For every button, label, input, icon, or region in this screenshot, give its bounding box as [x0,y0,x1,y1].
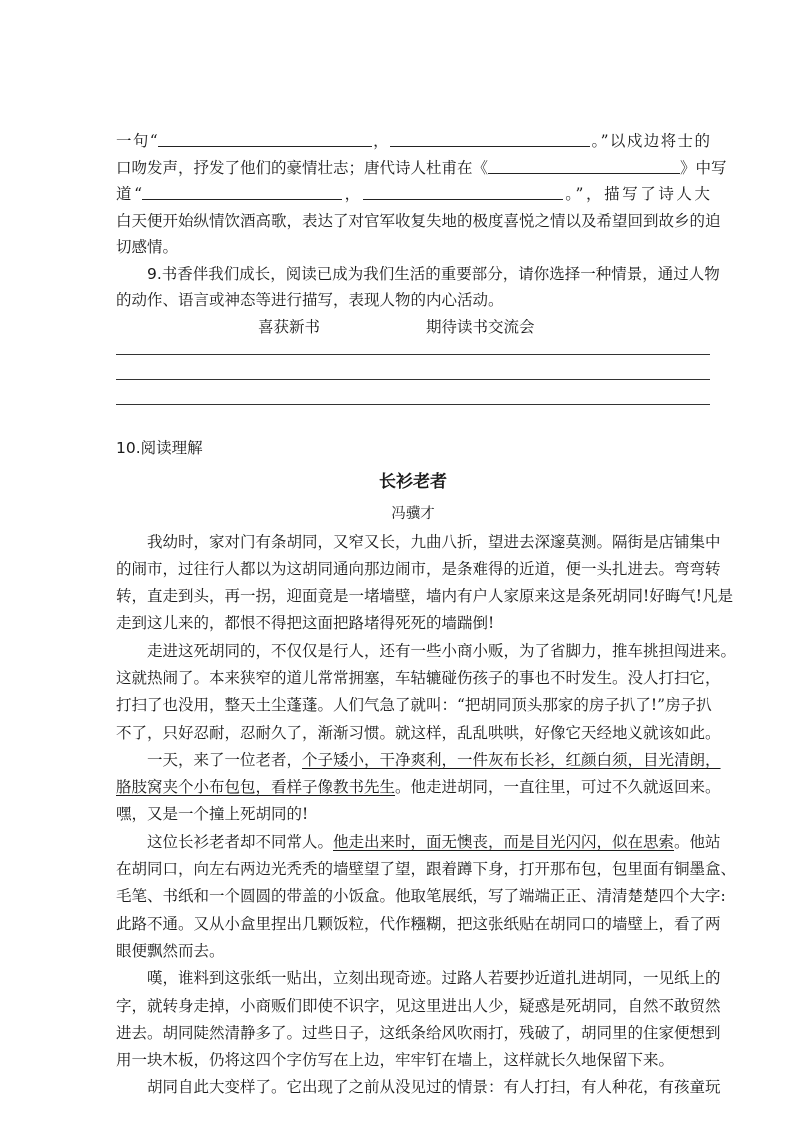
text: 道“ [116,185,142,203]
paragraph-2 [116,638,737,747]
paragraph-3 [116,747,721,829]
text: ， [342,185,363,203]
question-8 [116,128,727,261]
q9-prompt-line-1: 9.书香伴我们成长，阅读已成为我们生活的重要部分，请你选择一种情景，通过人物 [147,264,720,283]
text-line: 转，直走到头，再一拐，迎面竟是一堵墙壁，墙内有户人家原来这是条死胡同!好晦气!凡是 [116,587,733,606]
answer-blank[interactable] [363,184,563,200]
q8-line-4: 白天便开始纵情饮酒高歌，表达了对官军收复失地的极度喜悦之情以及希望回到故乡的迫 [116,211,721,230]
text: 口吻发声，抒发了他们的豪情壮志；唐代诗人杜甫在《 [116,158,489,177]
paragraph-6 [116,1074,721,1101]
answer-blank[interactable] [390,131,590,147]
text-line: 字，就转身走掉，小商贩们即使不识字，见这里进出人少，疑惑是死胡同，自然不敢贸然 [116,996,721,1015]
paragraph-5 [116,965,721,1074]
text: 一天，来了一位老者， [147,750,303,769]
article-title: 长衫老者 [379,471,447,492]
writing-line[interactable] [116,354,710,355]
text-line: 在胡同口，向左右两边光秃秃的墙壁望了望，跟着蹲下身，打开那布包，包里面有铜墨盒、 [116,860,737,879]
answer-blank[interactable] [488,158,680,174]
q8-line-1 [116,128,710,155]
underlined-text: 胳肢窝夹个小布包包，看样子像教书先生 [116,778,396,797]
text-line: 的闹市，过往行人都以为这胡同通向那边闹市，是条难得的近道，便一头扎进去。弯弯转 [116,559,721,578]
text-line: 此路不通。又从小盒里捏出几颗饭粒，代作糨糊，把这张纸贴在胡同口的墙壁上，看了两 [116,914,721,933]
paragraph-4 [116,829,737,965]
text: 。”以戍边将士的 [590,132,710,150]
question-9 [116,261,720,406]
text: 一句“ [116,132,158,150]
text-line: 嘿，又是一个撞上死胡同的! [116,805,309,824]
underlined-text: 个子矮小，干净爽利，一件灰布长衫，红颜白须，目光清朗， [302,750,721,769]
q9-option-2: 期待读书交流会 [426,317,535,336]
text-line: 用一块木板，仍将这四个字仿写在上边，牢牢钉在墙上，这样就长久地保留下来。 [116,1051,675,1070]
q8-line-3 [116,181,710,208]
text-line [116,747,721,774]
writing-line[interactable] [116,379,710,380]
q10-heading: 10.阅读理解 [116,439,203,457]
text: ， [371,132,391,150]
text-line: 胡同自此大变样了。它出现了之前从没见过的情景：有人打扫，有人种花，有孩童玩 [147,1078,721,1097]
text-line: 进去。胡同陡然清静多了。过些日子，这纸条给风吹雨打，残破了，胡同里的住家便想到 [116,1023,721,1042]
q8-line-5: 切感情。 [116,238,179,256]
text-line: 这就热闹了。本来狭窄的道儿常常拥塞，车轱辘碰伤孩子的事也不时发生。没人打扫它， [116,668,721,687]
question-10 [116,435,737,1102]
text-line: 我幼时，家对门有条胡同，又窄又长，九曲八折，望进去深邃莫测。隔街是店铺集中 [147,532,721,551]
q9-options [116,314,710,341]
text-line: 毛笔、书纸和一个圆圆的带盖的小饭盒。他取笔展纸，写了端端正正、清清楚楚四个大字: [116,887,726,906]
q9-option-1: 喜获新书 [258,317,321,336]
text: 。他走进胡同，一直往里，可过不久就返回来。 [395,778,721,797]
text: 》中写 [680,158,727,177]
answer-blank[interactable] [158,131,372,147]
answer-blank[interactable] [142,184,342,200]
text: 这位长衫老者却不同常人。 [147,832,334,851]
paragraph-1 [116,529,733,638]
text-line: 走到这儿来的，都恨不得把这面把路堵得死死的墙踹倒! [116,614,495,633]
text-line [116,774,721,801]
text-line [116,829,721,856]
text: 。”，描写了诗人大 [562,185,710,203]
q9-prompt-line-2: 的动作、语言或神态等进行描写，表现人物的内心活动。 [116,291,504,309]
text-line: 眼便飘然而去。 [116,941,225,960]
writing-line[interactable] [116,404,710,405]
article-author: 冯骥才 [391,505,435,522]
underlined-text: 他走出来时，面无懊丧，而是目光闪闪，似在思索 [333,832,675,851]
text-line: 嘆，谁料到这张纸一贴出，立刻出现奇迹。过路人若要抄近道扎进胡同，一见纸上的 [147,969,721,988]
text-line: 走进这死胡同的，不仅仅是行人，还有一些小商小贩，为了省脚力，推车挑担闯进来。 [147,641,737,660]
text: 。他站 [674,832,721,851]
text-line: 打扫了也没用，整天土尘蓬蓬。人们气急了就叫：“把胡同顶头那家的房子扒了!”房子扒 [116,696,712,715]
q8-line-2 [116,155,727,182]
text-line: 不了，只好忍耐，忍耐久了，渐渐习惯。就这样，乱乱哄哄，好像它天经地义就该如此。 [116,723,721,742]
page-content [116,128,737,1102]
